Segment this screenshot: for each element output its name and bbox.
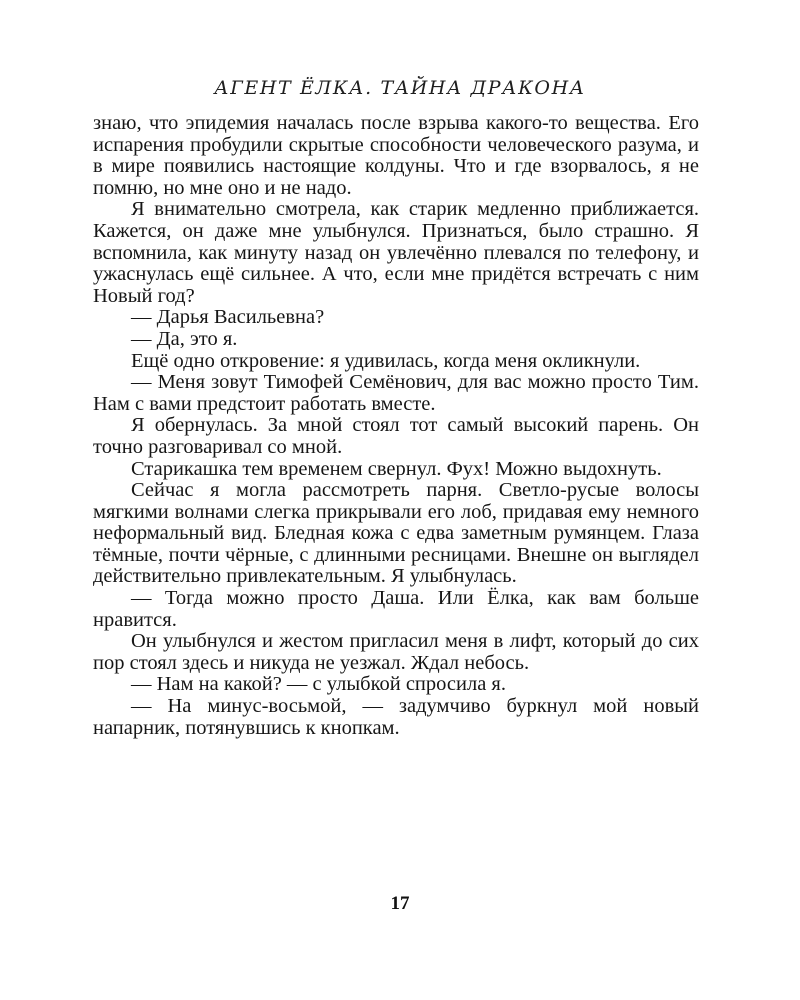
paragraph: Ещё одно откровение: я удивилась, когда меня окликнули. <box>131 349 641 372</box>
running-head: АГЕНТ ЁЛКА. ТАЙНА ДРАКОНА <box>214 77 586 99</box>
paragraph: Я обернулась. За мной стоял тот самый высокий парень. Он точно разговаривал со мной. <box>93 414 699 458</box>
paragraph: Я внимательно смотрела, как старик медленно приближается. Кажется, он даже мне улыбнулся. Признаться, было страшно. Я вспомнила, как минуту назад он увлечённо плевался по телефону, и ужаснулась ещё сильнее. А что, если мне придётся встречать с ним Новый год? <box>93 198 699 307</box>
dialogue-line: — Нам на какой? — с улыбкой спросила я. <box>131 673 506 696</box>
dialogue-line: — Тогда можно просто Даша. Или Ёлка, как вам больше нравится. <box>93 587 699 631</box>
dialogue-line: — Да, это я. <box>131 327 238 350</box>
paragraph: знаю, что эпидемия началась после взрыва какого-то вещества. Его испарения пробудили скрытые способности человеческого разума, и в мире появились настоящие колдуны. Что и где взорвалось, я не помню, но мне оно и не надо. <box>93 112 699 199</box>
dialogue-line: — Меня зовут Тимофей Семёнович, для вас можно просто Тим. Нам с вами предстоит работать вместе. <box>93 371 699 415</box>
page-number: 17 <box>390 893 410 914</box>
body-text <box>93 113 699 739</box>
dialogue-line: — На минус-восьмой, — задумчиво буркнул мой новый напарник, потянувшись к кнопкам. <box>93 695 699 739</box>
paragraph: Сейчас я могла рассмотреть парня. Светло-русые волосы мягкими волнами слегка прикрывали его лоб, придавая ему немного неформальный вид. Бледная кожа с едва заметным румянцем. Глаза тёмные, почти чёрные, с длинными ресницами. Внешне он выглядел действительно привлекательным. Я улыбнулась. <box>93 479 699 588</box>
paragraph: Он улыбнулся и жестом пригласил меня в лифт, который до сих пор стоял здесь и никуда не уезжал. Ждал небось. <box>93 630 699 674</box>
dialogue-line: — Дарья Васильевна? <box>131 306 325 329</box>
paragraph: Старикашка тем временем свернул. Фух! Можно выдохнуть. <box>131 457 662 480</box>
